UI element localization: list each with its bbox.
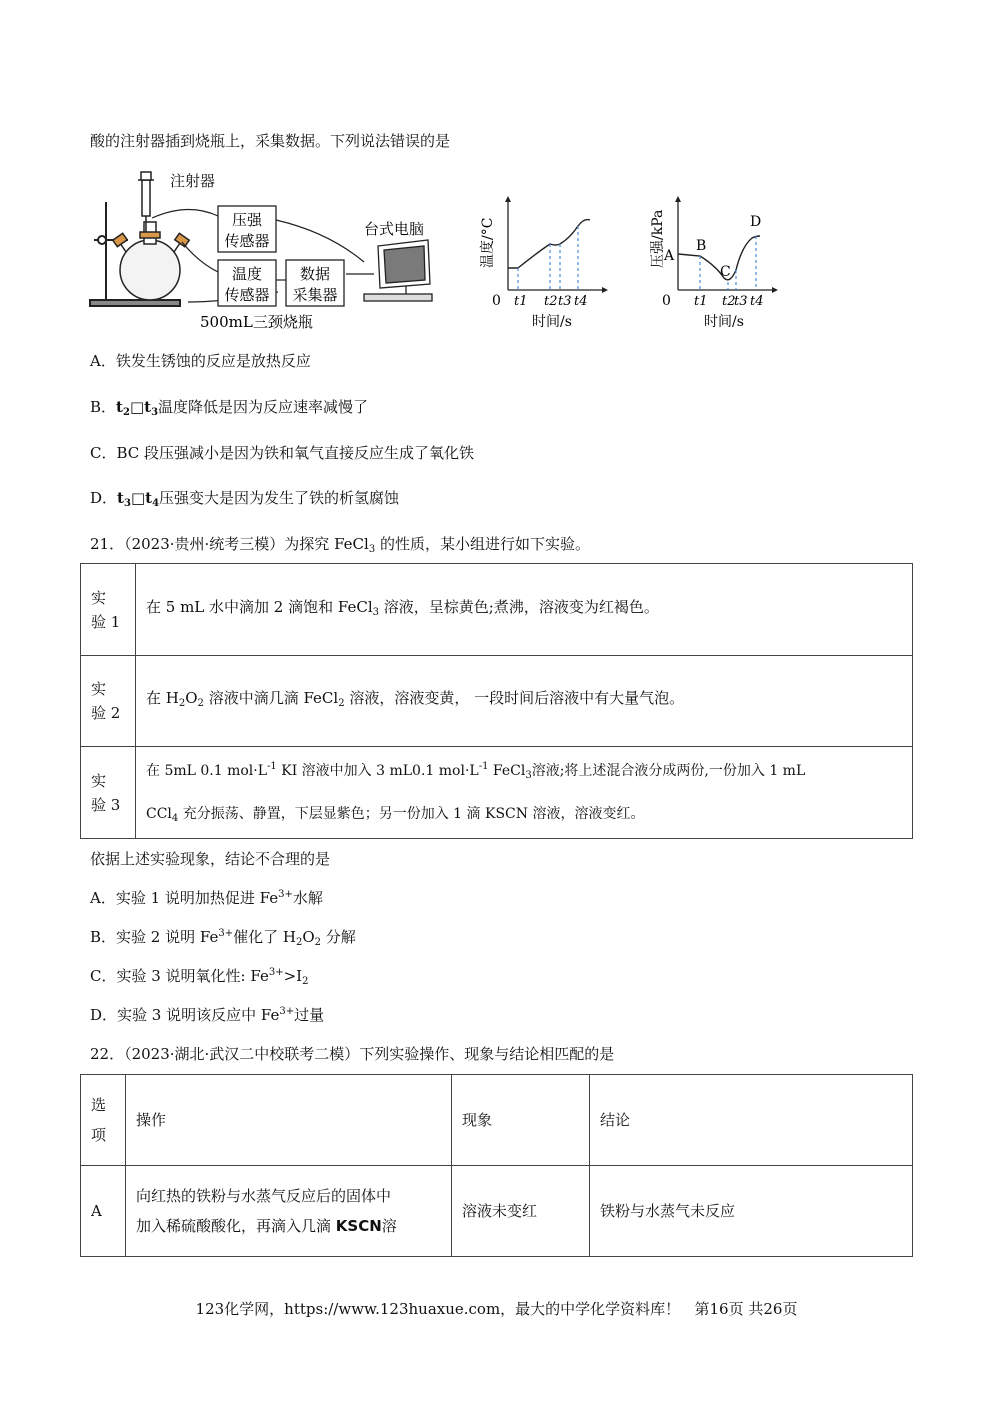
exp1-cell: 在 5 mL 水中滴加 2 滴饱和 FeCl$_3$ 溶液，呈棕黄色;煮沸，溶液变为红褐色。 <box>136 564 913 656</box>
q20-option-b[interactable]: B．$t_2□t_3$温度降低是因为反应速率减慢了 <box>90 398 369 418</box>
table-row: 实 验 2 在 $H_2O_2$ 溶液中滴几滴 FeCl$_2$ 溶液，溶液变黄， 一段时间后溶液中有大量气泡。 <box>81 656 913 747</box>
temp-origin: 0 <box>492 293 501 309</box>
pressure-origin: 0 <box>662 293 671 309</box>
point-C: C <box>720 264 731 280</box>
pressure-xlabel: 时间/s <box>704 314 744 330</box>
exp3-cell: 在 5mL 0.1 $mol\cdot L^{-1}$ KI 溶液中加入 3 mL0.1 $mol\cdot L^{-1}$ FeCl$_3$溶液;将上述混合液分成两份,一份加入 1 mL CCl$_4$ 充分振荡、静置，下层显紫色；另一份加入 1 滴 KSCN 溶液，溶液变红。 <box>136 747 913 839</box>
pressure-chart <box>650 196 778 330</box>
q21-after: 依据上述实验现象，结论不合理的是 <box>90 850 331 868</box>
label-pressure-sensor-2: 传感器 <box>224 232 270 250</box>
table-row: A 向红热的铁粉与水蒸气反应后的固体中 加入稀硫酸酸化，再滴入几滴 KSCN溶 溶液未变红 铁粉与水蒸气未反应 <box>81 1166 913 1257</box>
pressure-tick-t3: t3 <box>734 294 748 309</box>
temp-tick-t3: t3 <box>558 294 572 309</box>
pressure-tick-t1: t1 <box>694 294 708 309</box>
point-D: D <box>750 214 762 230</box>
q20-option-c[interactable]: C．BC 段压强减小是因为铁和氧气直接反应生成了氧化铁 <box>90 444 475 462</box>
point-A: A <box>664 248 675 264</box>
q21-stem: 21．（2023·贵州·统考三模）为探究 FeCl$_3$ 的性质，某小组进行如下实验。 <box>90 535 590 555</box>
label-syringe: 注射器 <box>170 172 216 190</box>
label-temp-sensor-2: 传感器 <box>224 286 270 304</box>
temp-tick-t2: t2 <box>544 294 558 309</box>
pressure-ylabel: 压强/kPa <box>650 209 666 268</box>
q20-option-a[interactable]: A．铁发生锈蚀的反应是放热反应 <box>90 352 311 370</box>
label-collector-2: 采集器 <box>292 286 338 304</box>
page-footer <box>0 1298 993 1319</box>
temp-tick-t1: t1 <box>514 294 528 309</box>
label-collector-1: 数据 <box>299 265 331 283</box>
temperature-chart <box>479 196 608 330</box>
point-B: B <box>696 238 707 254</box>
table-row: 选 项 操作 现象 结论 <box>81 1075 913 1166</box>
pressure-tick-t2: t2 <box>722 294 736 309</box>
intro-line: 酸的注射器插到烧瓶上，采集数据。下列说法错误的是 <box>90 132 451 150</box>
exp2-cell: 在 $H_2O_2$ 溶液中滴几滴 FeCl$_2$ 溶液，溶液变黄， 一段时间后溶液中有大量气泡。 <box>136 656 913 747</box>
apparatus-figure <box>88 162 788 337</box>
temp-xlabel: 时间/s <box>532 314 572 330</box>
q21-option-c[interactable]: C．实验 3 说明氧化性: $Fe^{3+}>I_2$ <box>90 967 309 987</box>
label-computer: 台式电脑 <box>364 220 425 238</box>
temp-ylabel: 温度/°C <box>480 217 496 268</box>
q21-option-b[interactable]: B．实验 2 说明 $Fe^{3+}$催化了 $H_2O_2$ 分解 <box>90 928 356 948</box>
q20-option-d[interactable]: D．$t_3□t_4$压强变大是因为发生了铁的析氢腐蚀 <box>90 489 400 509</box>
temp-tick-t4: t4 <box>574 294 588 309</box>
q22-table <box>80 1074 913 1257</box>
footer-page: 第16页 共26页 <box>694 1300 798 1318</box>
label-flask: 500mL三颈烧瓶 <box>200 313 313 331</box>
table-row: 实 验 1 在 5 mL 水中滴加 2 滴饱和 FeCl$_3$ 溶液，呈棕黄色;煮沸，溶液变为红褐色。 <box>81 564 913 656</box>
three-neck-flask <box>113 222 189 300</box>
table-row: 实 验 3 在 5mL 0.1 $mol\cdot L^{-1}$ KI 溶液中加入 3 mL0.1 $mol\cdot L^{-1}$ FeCl$_3$溶液;将上述混合液分成两份,一份加入 1 mL CCl$_4$ 充分振荡、静置，下层显紫色；另一份加入 1 滴 KSCN 溶液，溶液变红。 <box>81 747 913 839</box>
q21-table <box>80 563 913 839</box>
q21-option-d[interactable]: D．实验 3 说明该反应中 $Fe^{3+}$过量 <box>90 1006 325 1024</box>
q22-stem: 22．（2023·湖北·武汉二中校联考二模）下列实验操作、现象与结论相匹配的是 <box>90 1045 615 1063</box>
label-temp-sensor-1: 温度 <box>231 265 263 283</box>
footer-site: 123化学网，https://www.123huaxue.com，最大的中学化学资料库！ <box>195 1300 681 1318</box>
pressure-tick-t4: t4 <box>750 294 764 309</box>
computer-icon <box>364 240 432 301</box>
q21-option-a[interactable]: A．实验 1 说明加热促进 $Fe^{3+}$水解 <box>90 889 323 907</box>
label-pressure-sensor-1: 压强 <box>231 211 263 229</box>
